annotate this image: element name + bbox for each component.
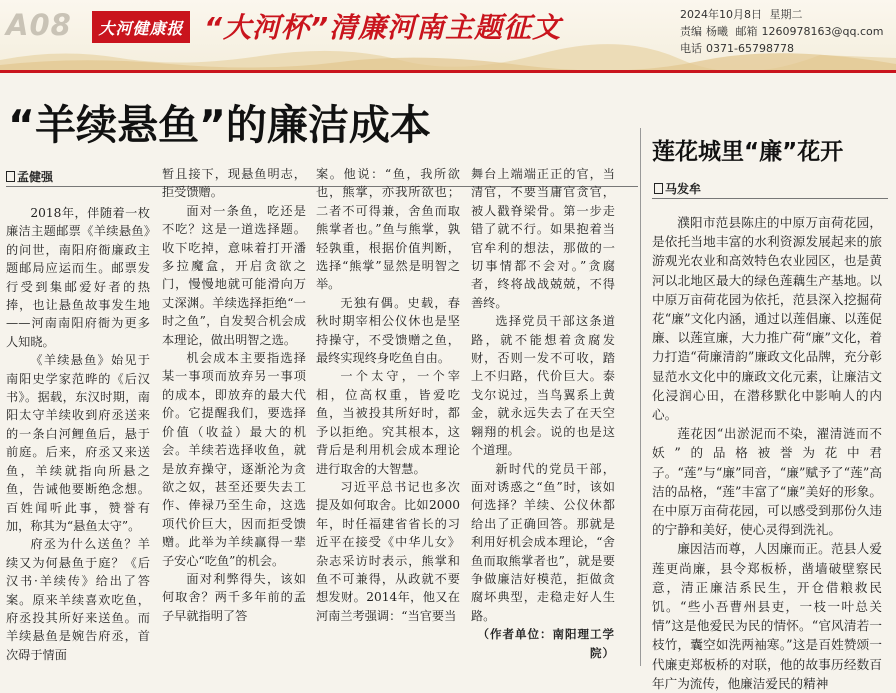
issue-weekday: 星期二: [769, 8, 803, 21]
paragraph: 案。他说：“鱼，我所欲也，熊掌，亦我所欲也；二者不可得兼，舍鱼而取熊掌者也。”鱼与熊掌，孰轻孰重，根据价值判断，选择“熊掌”显然是明智之举。: [316, 167, 460, 292]
paragraph: 《羊续悬鱼》始见于南阳史学家范晔的《后汉书》。据载，东汉时期，南阳太守羊续收到府丞送来的一条白河鲤鱼后，悬于前庭。后来，府丞又来送鱼，羊续就指向所悬之鱼，告诫他要断绝念想。百姓闻听此事，赞誉有加，称其为“悬鱼太守”。: [6, 353, 150, 533]
main-column-2: [162, 165, 306, 666]
paragraph: 习近平总书记也多次提及如何取舍。比如2000年，时任福建省省长的习近平在接受《中华儿女》杂志采访时表示，熊掌和鱼不可兼得，从政就不要想发财。2014年，他又在河南兰考强调：“当官要当: [316, 479, 460, 623]
paragraph: 2018年，伴随着一枚廉洁主题邮票《羊续悬鱼》的问世，南阳府衙廉政主题邮局应运而生。邮票发行受到集邮爱好者的热捧，也让悬鱼故事发生地——河南南阳府衙为更多人知晓。: [6, 206, 150, 349]
paragraph: 无独有偶。史载，春秋时期宰相公仪休也是坚持操守，不受馈赠之鱼，最终实现终身吃鱼自由。: [316, 295, 460, 366]
main-headline: “羊续悬鱼”的廉洁成本: [8, 101, 431, 149]
main-column-3: [316, 165, 460, 666]
page-number: A08: [6, 8, 72, 42]
paragraph: 机会成本主要指选择某一事项而放弃另一事项的成本，即放弃的最大代价。它提醒我们，要选择价值（收益）最大的机会。羊续若选择收鱼，就是放弃操守，逐渐沦为贪欲之奴，甚至还要失去工作、俸禄乃至生命，这选项代价巨大，因而拒受馈赠。此举为羊续赢得一辈子安心“吃鱼”的机会。: [162, 351, 306, 568]
paragraph: 府丞为什么送鱼？羊续又为何悬鱼于庭？《后汉书·羊续传》给出了答案。原来羊续喜欢吃鱼，府丞投其所好来送鱼。而羊续悬鱼是婉告府丞，首次碍于情面: [6, 537, 150, 662]
paragraph: 一个太守，一个宰相，位高权重，皆爱吃鱼，当被投其所好时，都予以拒绝。究其根本，这背后是利用机会成本理论进行取舍的大智慧。: [316, 369, 460, 476]
phone-label: 电话: [680, 42, 702, 55]
paragraph: 舞台上端端正正的官，当清官，不要当庸官贪官，被人戳脊梁骨。第一步走错了就不行。如果抱着当官牟利的想法，那做的一切事情都不会对。”贪腐者，终将战战兢兢，不得善终。: [471, 167, 615, 310]
column-title: “大河杯”清廉河南主题征文: [204, 11, 562, 44]
issue-info: [680, 6, 887, 57]
column-divider: [640, 128, 641, 666]
paragraph: 廉因洁而尊，人因廉而正。范县人爱莲更尚廉，县令郑板桥，凿墙破壁察民意，清正廉洁系民生，开仓借粮救民饥。“些小吾曹州县吏，一枝一叶总关情”这是他爱民为民的情怀。“官风清若一枝竹，囊空如洗两袖寒。”这是百姓赞颂一代廉吏郑板桥的对联，他的故事历经数百年广为流传，他廉洁爱民的精神: [652, 541, 882, 691]
issue-date: 2024年10月8日: [680, 8, 762, 21]
paper-logo: 大河健康报: [92, 11, 190, 43]
email-label: 邮箱: [735, 25, 758, 38]
paragraph: 莲花因“出淤泥而不染，濯清涟而不妖”的品格被誉为花中君子。“莲”与“廉”同音，“廉”赋予了“莲”高洁的品格，“莲”丰富了“廉”美好的形象。在中原万亩荷花园，可以感受到那份久违的宁静和美好，使心灵得到洗礼。: [652, 426, 882, 538]
phone-number: 0371-65798778: [706, 42, 794, 55]
editor-label: 责编: [680, 25, 702, 38]
side-headline: 莲花城里“廉”花开: [652, 139, 844, 165]
side-author: 马发牟: [665, 182, 702, 196]
phone-line: [680, 40, 887, 57]
main-author: 孟健强: [17, 170, 54, 184]
paragraph: 濮阳市范县陈庄的中原万亩荷花园，是依托当地丰富的水利资源发展起来的旅游观光农业和高效特色农业园区，也是黄河以北地区最大的绿色莲藕生产基地。以中原万亩荷花园为依托，范县深入挖掘荷花“廉”文化内涵，通过以莲倡廉、以莲促廉、以莲宣廉，大力推广荷“廉”文化，着力打造“荷廉清韵”廉政文化品牌，充分彰显范水文化中的廉政文化元素，让廉洁文化浸润心田，在潜移默化中影响人的内心。: [652, 215, 882, 423]
paragraph: 面对一条鱼，吃还是不吃？这是一道选择题。收下吃掉，意味着打开潘多拉魔盒，开启贪欲之门，慢慢地就可能滑向万丈深渊。羊续选择拒绝“一时之鱼”，自发契合机会成本理论，做出明智之选。: [162, 203, 306, 347]
byline-box-icon: [6, 171, 15, 182]
paragraph: 选择党员干部这条道路，就不能想着贪腐发财，否则一发不可收，踏上不归路，代价巨大。泰戈尔说过，当鸟翼系上黄金，就永远失去了在天空翱翔的机会。说的也是这个道理。: [471, 314, 615, 458]
side-byline: [654, 180, 701, 197]
masthead-rule: [0, 70, 896, 73]
main-column-4: [471, 165, 615, 666]
email-address: 1260978163@qq.com: [761, 25, 884, 38]
editor-line: [680, 23, 887, 40]
paragraph: 面对利弊得失，该如何取舍？两千多年前的孟子早就指明了答: [162, 571, 306, 623]
editor-name: 杨曦: [706, 25, 728, 38]
side-byline-rule: [652, 198, 888, 199]
paragraph: 暂且接下，现悬鱼明志，拒受馈赠。: [162, 167, 306, 200]
masthead: [0, 0, 896, 72]
main-column-1: [6, 204, 150, 666]
main-byline: [6, 168, 53, 185]
issue-date-line: [680, 6, 887, 23]
paragraph: 新时代的党员干部，面对诱惑之“鱼”时，该如何选择？羊续、公仪休都给出了正确回答。那就是利用好机会成本理论，“舍鱼而取熊掌者也”，就是要争做廉洁好模范，拒做贪腐坏典型，走稳走好人生路。: [471, 461, 615, 623]
author-affiliation: （作者单位：南阳理工学院）: [477, 627, 615, 660]
side-column: [652, 213, 882, 691]
byline-box-icon: [654, 183, 663, 194]
